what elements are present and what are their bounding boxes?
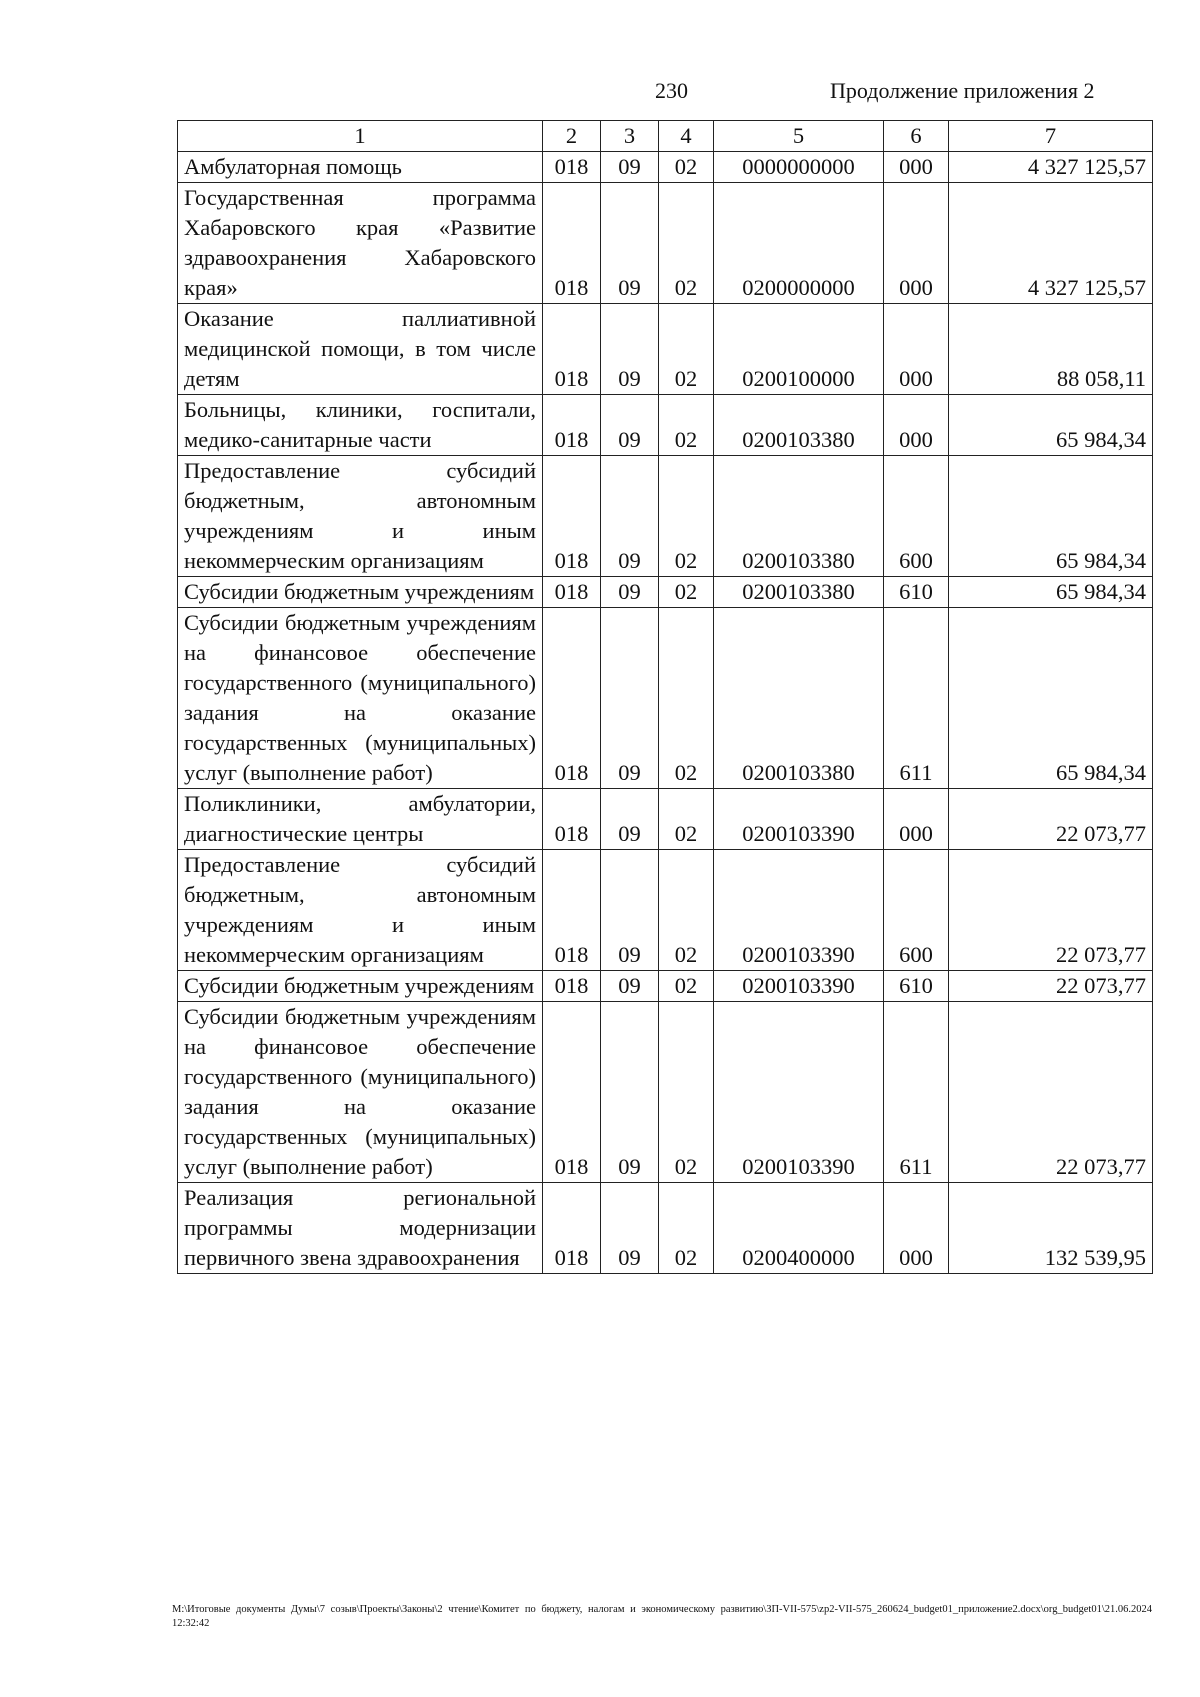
continuation-label: Продолжение приложения 2 — [830, 78, 1095, 103]
amount-cell: 65 984,34 — [949, 577, 1153, 608]
ministry-code-cell: 018 — [543, 789, 601, 850]
column-header: 2 — [543, 121, 601, 152]
expense-type-cell: 000 — [884, 152, 949, 183]
table-row — [178, 395, 1153, 456]
target-article-cell: 0200103380 — [714, 395, 884, 456]
target-article-cell: 0200103390 — [714, 789, 884, 850]
table-row — [178, 1183, 1153, 1274]
ministry-code-cell: 018 — [543, 152, 601, 183]
ministry-code-cell: 018 — [543, 183, 601, 304]
table-row — [178, 152, 1153, 183]
amount-cell: 4 327 125,57 — [949, 152, 1153, 183]
ministry-code-cell: 018 — [543, 577, 601, 608]
amount-cell: 22 073,77 — [949, 850, 1153, 971]
table-row — [178, 183, 1153, 304]
section-cell: 09 — [601, 395, 659, 456]
subsection-cell: 02 — [659, 152, 714, 183]
subsection-cell: 02 — [659, 850, 714, 971]
section-cell: 09 — [601, 850, 659, 971]
row-name-cell: Субсидии бюджетным учреждениям на финансовое обеспечение государственного (муниципального) задания на оказание государственных (муниципальных) услуг (выполнение работ) — [178, 608, 543, 789]
expense-type-cell: 611 — [884, 1002, 949, 1183]
row-name-cell: Субсидии бюджетным учреждениям — [178, 971, 543, 1002]
document-path-footer: М:\Итоговые документы Думы\7 созыв\Проекты\Законы\2 чтение\Комитет по бюджету, налогам и экономическому развитию\ЗП-VII-575\zp2-VII-575_260624_budget01_приложение2.docx\org_budget01\21.06.2024 12:32:42 — [172, 1604, 1152, 1629]
expense-type-cell: 000 — [884, 304, 949, 395]
ministry-code-cell: 018 — [543, 395, 601, 456]
section-cell: 09 — [601, 183, 659, 304]
row-name-cell: Амбулаторная помощь — [178, 152, 543, 183]
amount-cell: 65 984,34 — [949, 456, 1153, 577]
target-article-cell: 0200103390 — [714, 1002, 884, 1183]
target-article-cell: 0200103380 — [714, 456, 884, 577]
amount-cell: 88 058,11 — [949, 304, 1153, 395]
budget-table — [177, 120, 1153, 1274]
amount-cell: 65 984,34 — [949, 395, 1153, 456]
table-row — [178, 456, 1153, 577]
ministry-code-cell: 018 — [543, 456, 601, 577]
expense-type-cell: 610 — [884, 971, 949, 1002]
subsection-cell: 02 — [659, 183, 714, 304]
table-header-row — [178, 121, 1153, 152]
subsection-cell: 02 — [659, 608, 714, 789]
expense-type-cell: 000 — [884, 395, 949, 456]
table-row — [178, 1002, 1153, 1183]
row-name-cell: Поликлиники, амбулатории, диагностические центры — [178, 789, 543, 850]
row-name-cell: Субсидии бюджетным учреждениям — [178, 577, 543, 608]
row-name-cell: Государственная программа Хабаровского края «Развитие здравоохранения Хабаровского края» — [178, 183, 543, 304]
section-cell: 09 — [601, 456, 659, 577]
target-article-cell: 0200103380 — [714, 577, 884, 608]
target-article-cell: 0200103390 — [714, 971, 884, 1002]
subsection-cell: 02 — [659, 1002, 714, 1183]
column-header: 6 — [884, 121, 949, 152]
row-name-cell: Предоставление субсидий бюджетным, автономным учреждениям и иным некоммерческим организациям — [178, 850, 543, 971]
subsection-cell: 02 — [659, 456, 714, 577]
table-row — [178, 971, 1153, 1002]
section-cell: 09 — [601, 971, 659, 1002]
table-row — [178, 304, 1153, 395]
table-row — [178, 608, 1153, 789]
amount-cell: 22 073,77 — [949, 1002, 1153, 1183]
expense-type-cell: 611 — [884, 608, 949, 789]
amount-cell: 22 073,77 — [949, 971, 1153, 1002]
section-cell: 09 — [601, 1183, 659, 1274]
expense-type-cell: 000 — [884, 1183, 949, 1274]
expense-type-cell: 600 — [884, 456, 949, 577]
ministry-code-cell: 018 — [543, 608, 601, 789]
section-cell: 09 — [601, 789, 659, 850]
row-name-cell: Оказание паллиативной медицинской помощи, в том числе детям — [178, 304, 543, 395]
subsection-cell: 02 — [659, 395, 714, 456]
table-row — [178, 577, 1153, 608]
ministry-code-cell: 018 — [543, 850, 601, 971]
subsection-cell: 02 — [659, 1183, 714, 1274]
table-row — [178, 850, 1153, 971]
row-name-cell: Больницы, клиники, госпитали, медико-санитарные части — [178, 395, 543, 456]
target-article-cell: 0200103380 — [714, 608, 884, 789]
amount-cell: 65 984,34 — [949, 608, 1153, 789]
ministry-code-cell: 018 — [543, 1002, 601, 1183]
ministry-code-cell: 018 — [543, 304, 601, 395]
section-cell: 09 — [601, 304, 659, 395]
section-cell: 09 — [601, 608, 659, 789]
column-header: 1 — [178, 121, 543, 152]
amount-cell: 22 073,77 — [949, 789, 1153, 850]
section-cell: 09 — [601, 152, 659, 183]
column-header: 3 — [601, 121, 659, 152]
subsection-cell: 02 — [659, 971, 714, 1002]
amount-cell: 4 327 125,57 — [949, 183, 1153, 304]
row-name-cell: Предоставление субсидий бюджетным, автономным учреждениям и иным некоммерческим организациям — [178, 456, 543, 577]
row-name-cell: Субсидии бюджетным учреждениям на финансовое обеспечение государственного (муниципального) задания на оказание государственных (муниципальных) услуг (выполнение работ) — [178, 1002, 543, 1183]
subsection-cell: 02 — [659, 304, 714, 395]
ministry-code-cell: 018 — [543, 971, 601, 1002]
ministry-code-cell: 018 — [543, 1183, 601, 1274]
section-cell: 09 — [601, 1002, 659, 1183]
expense-type-cell: 600 — [884, 850, 949, 971]
table-row — [178, 789, 1153, 850]
column-header: 4 — [659, 121, 714, 152]
target-article-cell: 0200100000 — [714, 304, 884, 395]
page-number: 230 — [655, 78, 688, 103]
subsection-cell: 02 — [659, 789, 714, 850]
column-header: 5 — [714, 121, 884, 152]
target-article-cell: 0000000000 — [714, 152, 884, 183]
section-cell: 09 — [601, 577, 659, 608]
target-article-cell: 0200400000 — [714, 1183, 884, 1274]
target-article-cell: 0200103390 — [714, 850, 884, 971]
expense-type-cell: 000 — [884, 183, 949, 304]
expense-type-cell: 610 — [884, 577, 949, 608]
row-name-cell: Реализация региональной программы модернизации первичного звена здравоохранения — [178, 1183, 543, 1274]
amount-cell: 132 539,95 — [949, 1183, 1153, 1274]
target-article-cell: 0200000000 — [714, 183, 884, 304]
expense-type-cell: 000 — [884, 789, 949, 850]
subsection-cell: 02 — [659, 577, 714, 608]
column-header: 7 — [949, 121, 1153, 152]
